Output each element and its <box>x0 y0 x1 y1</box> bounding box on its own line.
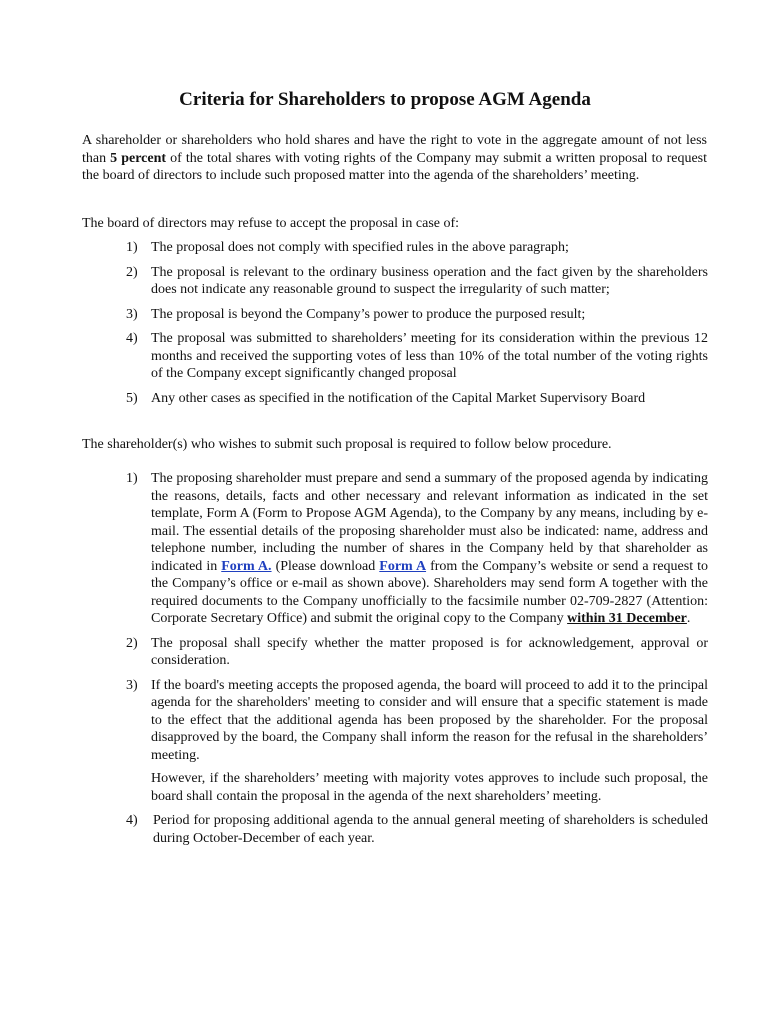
item-text: The proposal is relevant to the ordinary business operation and the fact given by the shareholders does not indicate any reasonable ground to suspect the irregularity of such matter; <box>151 264 708 297</box>
list-item <box>126 306 708 324</box>
item-number: 3) <box>126 677 138 693</box>
item-number: 2) <box>126 264 138 280</box>
intro-bold-percent: 5 percent <box>110 150 167 166</box>
item-number: 5) <box>126 390 138 406</box>
refuse-list <box>126 239 708 414</box>
intro-paragraph <box>82 132 707 185</box>
list-item <box>126 470 708 628</box>
procedure-text-3: from the Company’s website or send a request to the Company’s office or e-mail as shown above). Shareholders may send form A together with the required documents to the Company unofficially to the facsimile number 02-709-2827 (Attention: Corporate Secretary Office) and submit the original copy to the Company <box>151 558 708 626</box>
procedure-text-2: (Please download <box>271 558 380 574</box>
deadline-text: within 31 December <box>567 611 687 626</box>
item-text: The proposal shall specify whether the matter proposed is for acknowledgement, approval or consideration. <box>151 635 708 668</box>
page-title: Criteria for Shareholders to propose AGM Agenda <box>179 89 591 110</box>
item-text: If the board's meeting accepts the proposed agenda, the board will proceed to add it to the principal agenda for the shareholders' meeting to consider and will ensure that a specific statement is made to the effect that the additional agenda has been proposed by the shareholder. For the proposal disapproved by the board, the Company shall inform the reason for the refusal in the shareholders’ meeting. <box>151 677 708 763</box>
item-text: The proposal was submitted to shareholders’ meeting for its consideration within the previous 12 months and received the supporting votes of less than 10% of the total number of the voting rights of the Company except significantly changed proposal <box>151 331 708 381</box>
procedure-intro: The shareholder(s) who wishes to submit such proposal is required to follow below procedure. <box>82 437 612 452</box>
item-number: 4) <box>126 331 138 346</box>
item-text: Period for proposing additional agenda to the annual general meeting of shareholders is scheduled during October-December of each year. <box>153 813 708 846</box>
intro-text-post: of the total shares with voting rights of the Company may submit a written proposal to request the board of directors to include such proposed matter into the agenda of the shareholders’ meeting. <box>82 150 707 183</box>
procedure-list <box>126 470 708 854</box>
list-item <box>126 635 708 670</box>
list-item <box>126 390 708 408</box>
form-a-link[interactable]: Form A. <box>221 558 272 574</box>
item-text: The proposal does not comply with specified rules in the above paragraph; <box>151 240 569 255</box>
item-text: Any other cases as specified in the notification of the Capital Market Supervisory Board <box>151 390 646 406</box>
item-number: 2) <box>126 635 138 651</box>
item-number: 1) <box>126 240 138 255</box>
item-number: 4) <box>126 813 138 828</box>
intro-text-pre: A shareholder or shareholders who hold shares and have the right to vote in the aggregate amount of not less than <box>82 133 707 166</box>
refuse-intro: The board of directors may refuse to accept the proposal in case of: <box>82 216 460 231</box>
form-a-download-link[interactable]: Form A <box>379 558 427 574</box>
item-number: 3) <box>126 306 138 322</box>
procedure-text-4: . <box>686 611 691 626</box>
list-item <box>126 239 708 257</box>
list-item <box>126 264 708 299</box>
list-item <box>126 330 708 383</box>
list-item <box>126 812 708 847</box>
item-number: 1) <box>126 471 138 486</box>
list-item <box>126 677 708 806</box>
item-text: The proposal is beyond the Company’s power to produce the purposed result; <box>151 306 586 322</box>
item-subparagraph: However, if the shareholders’ meeting with majority votes approves to include such proposal, the board shall contain the proposal in the agenda of the next shareholders’ meeting. <box>151 771 708 804</box>
procedure-text-1: The proposing shareholder must prepare and send a summary of the proposed agenda by indicating the reasons, details, facts and other necessary and relevant information as indicated in the set template, Form A (Form to Propose AGM Agenda), to the Company by any means, including by e-mail. The essential details of the proposing shareholder must also be indicated: name, address and telephone number, including the number of shares in the Company held by that shareholder as indicated in <box>151 471 708 574</box>
